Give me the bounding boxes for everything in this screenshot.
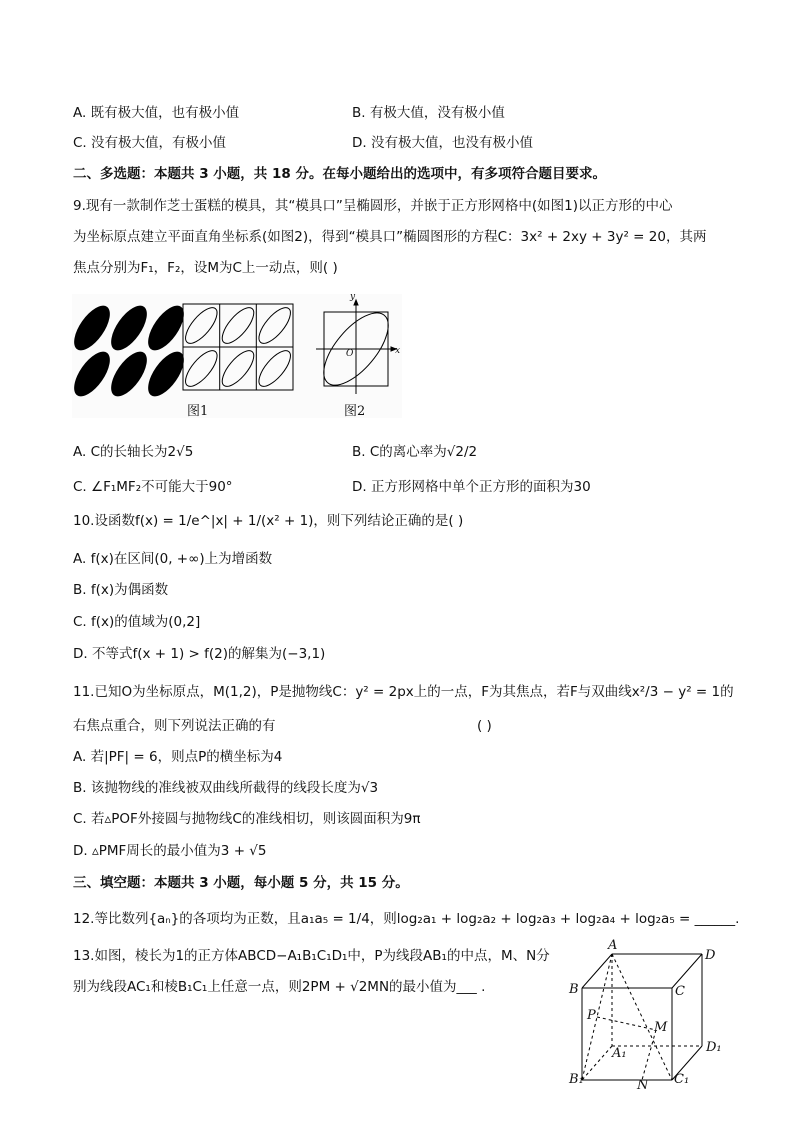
- q8-option-b: B. 有极大值，没有极小值: [352, 105, 505, 121]
- q11-stem-line2: 右焦点重合，则下列说法正确的有: [73, 718, 276, 734]
- cube-svg: [560, 942, 730, 1092]
- cube-label-b: B: [569, 982, 579, 997]
- q9-option-b: B. C的离心率为√2/2: [352, 444, 478, 460]
- q10-option-b: B. f(x)为偶函数: [73, 582, 169, 598]
- q10-option-c: C. f(x)的值域为(0,2]: [73, 614, 201, 630]
- q11-answer-paren: ( ): [477, 718, 492, 734]
- cube-label-c: C: [675, 984, 685, 999]
- cube-label-a1: A₁: [612, 1046, 627, 1061]
- fig1-caption: 图1: [187, 404, 209, 419]
- q8-option-d: D. 没有极大值，也没有极小值: [352, 135, 533, 151]
- q10-stem: 10.设函数f(x) = 1/e^|x| + 1/(x² + 1)，则下列结论正确的是( ): [73, 513, 464, 529]
- q11-option-d: D. ▵PMF周长的最小值为3 + √5: [73, 843, 267, 859]
- cube-label-d1: D₁: [706, 1040, 722, 1055]
- q9-stem-line3: 焦点分别为F₁，F₂，设M为C上一动点，则( ): [73, 260, 338, 276]
- q9-option-d: D. 正方形网格中单个正方形的面积为30: [352, 479, 591, 495]
- q9-option-a: A. C的长轴长为2√5: [73, 444, 194, 460]
- q13-stem-line2: 别为线段AC₁和棱B₁C₁上任意一点，则2PM + √2MN的最小值为___ .: [73, 979, 486, 995]
- q11-option-b: B. 该抛物线的准线被双曲线所截得的线段长度为√3: [73, 780, 379, 796]
- origin-label: O: [346, 349, 354, 359]
- cube-label-a: A: [608, 938, 618, 953]
- axis-x-label: x: [395, 346, 401, 356]
- cube-label-m: M: [654, 1020, 668, 1035]
- q10-option-d: D. 不等式f(x + 1) > f(2)的解集为(−3,1): [73, 646, 326, 662]
- q13-stem-line1: 13.如图，棱长为1的正方体ABCD−A₁B₁C₁D₁中，P为线段AB₁的中点，M、N分: [73, 948, 550, 964]
- square-grid: [180, 303, 295, 391]
- q11-stem-line1: 11.已知O为坐标原点，M(1,2)，P是抛物线C：y² = 2px上的一点，F为其焦点，若F与双曲线x²/3 − y² = 1的: [73, 684, 734, 700]
- q8-option-a: A. 既有极大值，也有极小值: [73, 105, 240, 121]
- cube-label-d: D: [705, 948, 716, 963]
- q11-option-a: A. 若|PF| = 6，则点P的横坐标为4: [73, 749, 283, 765]
- section-3-header: 三、填空题：本题共 3 小题，每小题 5 分，共 15 分。: [73, 875, 409, 891]
- q8-option-c: C. 没有极大值，有极小值: [73, 135, 227, 151]
- q9-stem-line1: 9.现有一款制作芝士蛋糕的模具，其“模具口”呈椭圆形，并嵌于正方形网格中(如图1)以正方形的中心: [73, 198, 673, 214]
- cube-label-b1: B₁: [569, 1072, 584, 1087]
- axis-y-label: y: [350, 292, 356, 302]
- q11-option-c: C. 若▵POF外接圆与抛物线C的准线相切，则该圆面积为9π: [73, 811, 421, 827]
- section-2-header: 二、多选题：本题共 3 小题，共 18 分。在每小题给出的选项中，有多项符合题目要求。: [73, 166, 606, 182]
- coordinate-figure: [312, 300, 399, 396]
- q9-stem-line2: 为坐标原点建立平面直角坐标系(如图2)，得到“模具口”椭圆图形的方程C：3x² + 2xy + 3y² = 20，其两: [73, 229, 707, 245]
- q12-stem: 12.等比数列{aₙ}的各项均为正数，且a₁a₅ = 1/4，则log₂a₁ + log₂a₂ + log₂a₃ + log₂a₄ + log₂a₅ = ______.: [73, 911, 740, 927]
- cube-figure: [560, 938, 730, 1093]
- q10-option-a: A. f(x)在区间(0, +∞)上为增函数: [73, 551, 273, 567]
- cube-label-n: N: [637, 1078, 649, 1093]
- black-ellipses: [72, 300, 191, 402]
- q9-option-c: C. ∠F₁MF₂不可能大于90°: [73, 479, 233, 495]
- cube-label-c1: C₁: [674, 1072, 690, 1087]
- fig2-caption: 图2: [344, 404, 366, 419]
- q9-figure: [72, 294, 402, 418]
- cube-label-p: P: [587, 1008, 596, 1023]
